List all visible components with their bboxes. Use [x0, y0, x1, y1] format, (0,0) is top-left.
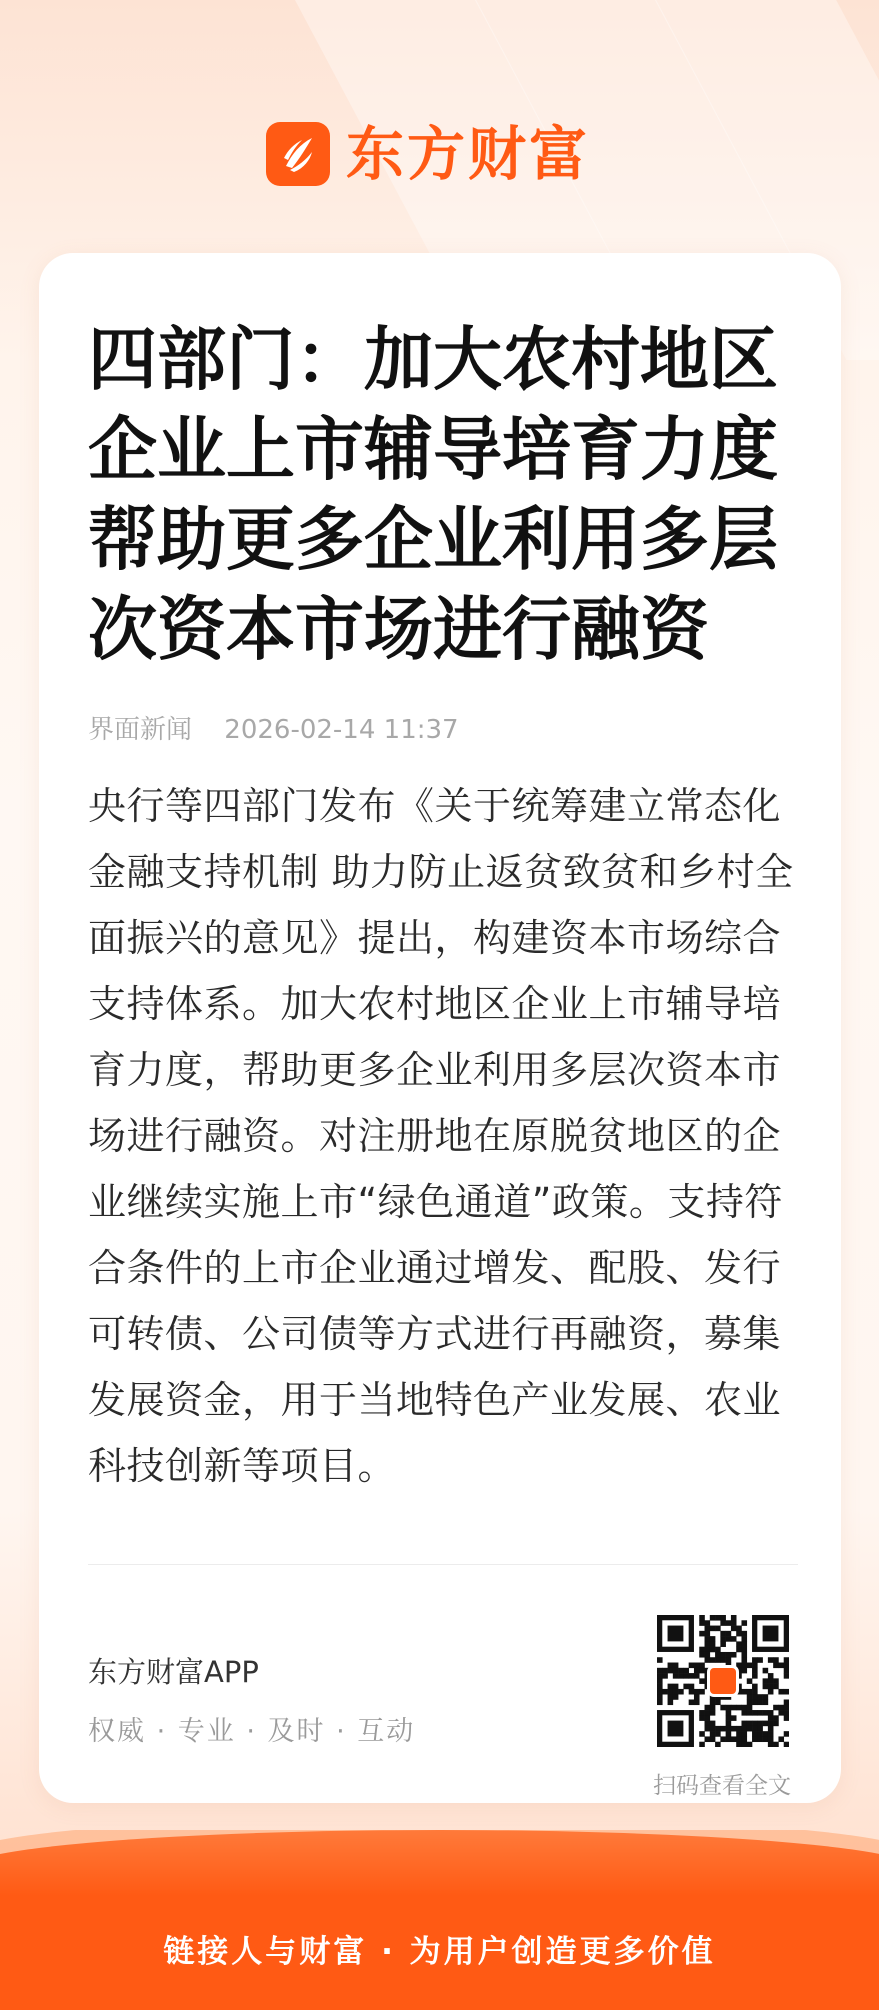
- banner-band: [0, 1830, 879, 2010]
- app-name: 东方财富APP: [88, 1655, 259, 1689]
- article-source: 界面新闻: [88, 715, 193, 745]
- article-body: 央行等四部门发布《关于统筹建立常态化金融支持机制 助力防止返贫致贫和乡村全面振兴的意见》提出，构建资本市场综合支持体系。加大农村地区企业上市辅导培育力度，帮助更多企业利用多层次资本市场进行融资。对注册地在原脱贫地区的企业继续实施上市“绿色通道”政策。支持符合条件的上市企业通过增发、配股、发行可转债、公司债等方式进行再融资，募集发展资金，用于当地特色产业发展、农业科技创新等项目。: [88, 784, 794, 1488]
- divider: [88, 1564, 798, 1565]
- eastmoney-logo-icon: [266, 122, 330, 186]
- article-datetime: 2026-02-14 11:37: [224, 715, 459, 745]
- bottom-banner: [0, 1830, 879, 2010]
- article-meta: [88, 709, 459, 746]
- qr-logo-badge: [707, 1665, 739, 1697]
- article-title: 四部门：加大农村地区企业上市辅导培育力度 帮助更多企业利用多层次资本市场进行融资: [88, 319, 778, 670]
- banner-text: 链接人与财富 · 为用户创造更多价值: [163, 1934, 716, 1970]
- brand-logo: [266, 122, 590, 186]
- brand-name: 东方财富: [346, 120, 591, 188]
- qr-code-icon[interactable]: [657, 1615, 789, 1747]
- qr-label: 扫码查看全文: [653, 1773, 791, 1799]
- app-slogan: 权威 · 专业 · 及时 · 互动: [88, 1716, 416, 1747]
- article-card: [39, 253, 841, 1803]
